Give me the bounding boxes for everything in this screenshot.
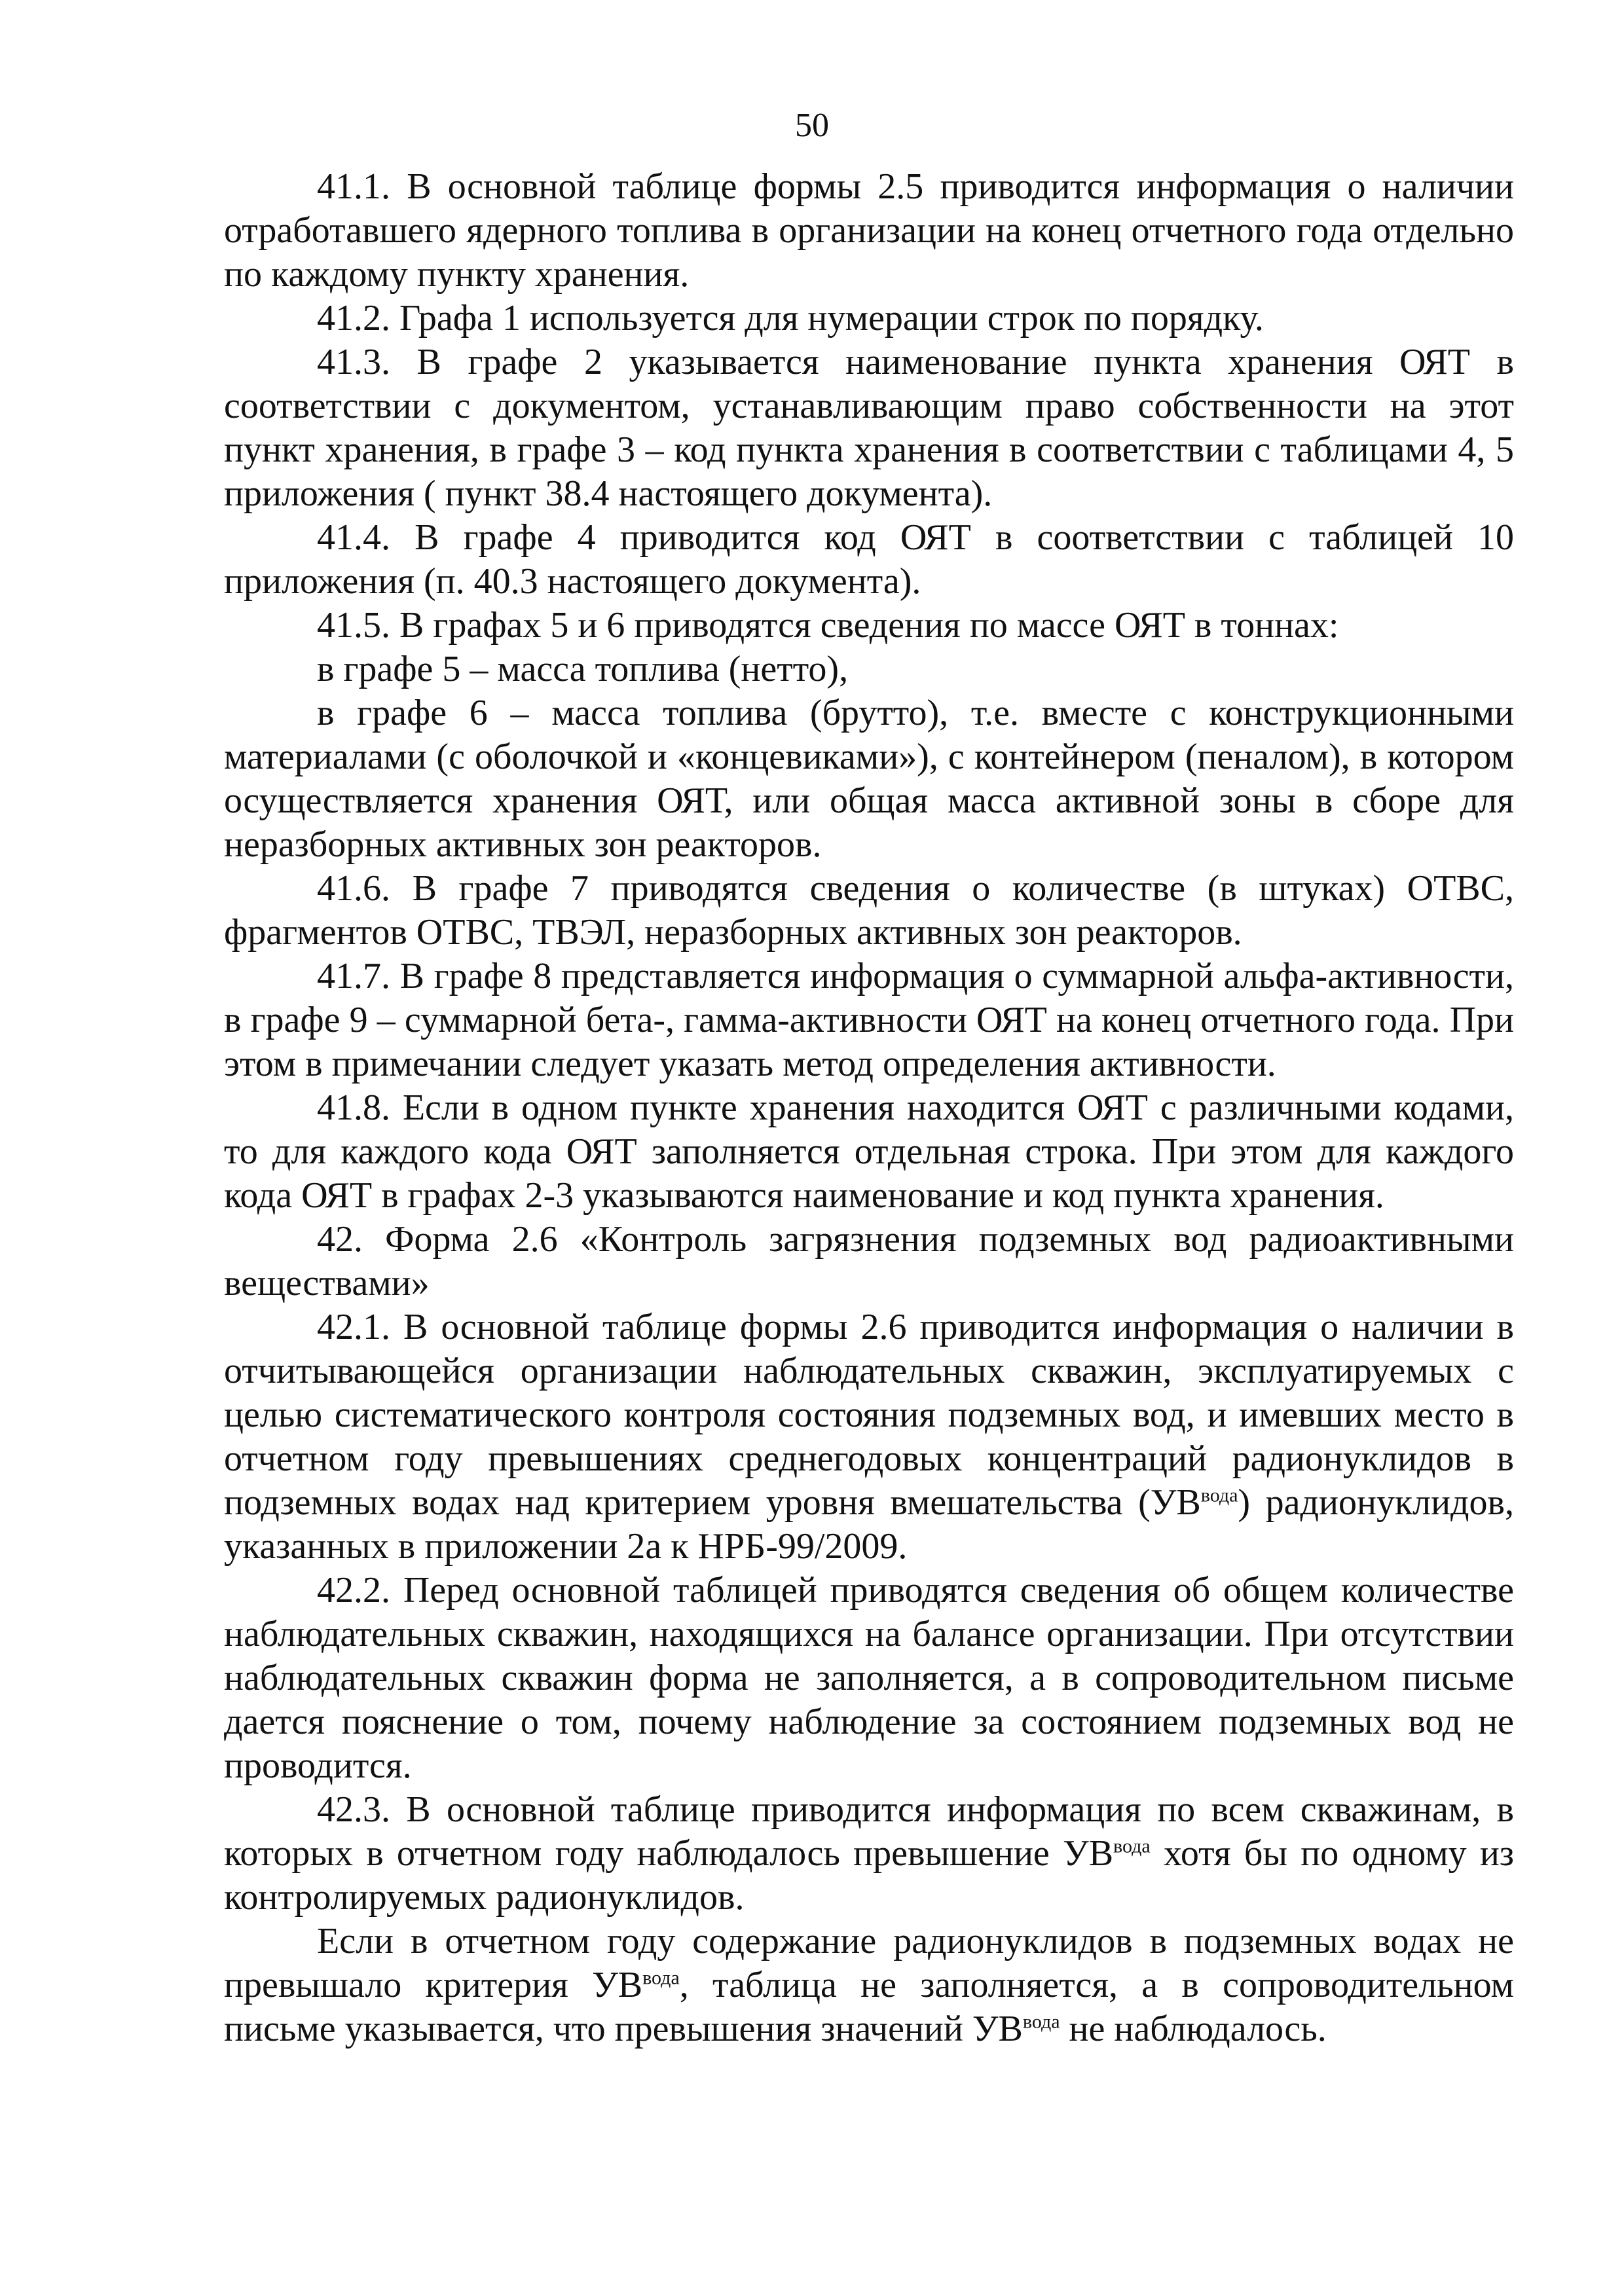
text-run: не наблюдалось. [1060, 2009, 1327, 2049]
paragraph-41-4: 41.4. В графе 4 приводится код ОЯТ в соответствии с таблицей 10 приложения (п. 40.3 настоящего документа). [224, 517, 1514, 602]
text-run: 42.3. В основной таблице приводится информация по всем скважинам, в которых в отчетном году наблюдалось превышение УВ [224, 1789, 1514, 1874]
text-run: хотя бы по одному из контролируемых радионуклидов. [224, 1833, 1514, 1918]
paragraph-42-heading: 42. Форма 2.6 «Контроль загрязнения подземных вод радиоактивными веществами» [224, 1219, 1514, 1303]
paragraph-42-3 [224, 1788, 1514, 1920]
paragraph-41-5: 41.5. В графах 5 и 6 приводятся сведения по массе ОЯТ в тоннах: [317, 605, 1339, 646]
page-number: 50 [795, 107, 829, 144]
superscript: вода [642, 1967, 680, 1989]
text-run: , таблица не заполняется, а в сопроводительном письме указывается, что превышения значений УВ [224, 1965, 1514, 2049]
paragraph-final [224, 1920, 1514, 2051]
text-run: Если в отчетном году содержание радионуклидов в подземных водах не превышало критерия УВ [224, 1921, 1514, 2005]
paragraph-42-1 [224, 1305, 1514, 1569]
superscript: вода [1200, 1484, 1238, 1506]
text-run: ) радионуклидов, указанных в приложении 2а к НРБ-99/2009. [224, 1482, 1514, 1567]
superscript: вода [1022, 2011, 1060, 2033]
paragraph-41-8: 41.8. Если в одном пункте хранения находится ОЯТ с различными кодами, то для каждого кода ОЯТ заполняется отдельная строка. При этом для каждого кода ОЯТ в графах 2-3 указываются наименование и код пункта хранения. [224, 1087, 1514, 1216]
text-run: 42.1. В основной таблице формы 2.6 приводится информация о наличии в отчитывающейся организации наблюдательных скважин, эксплуатируемых с целью систематического контроля состояния подземных вод, и имевших место в отчетном году превышениях среднегодовых концентраций радионуклидов в подземных водах над критерием уровня вмешательства (УВ [224, 1307, 1514, 1523]
paragraph-41-3: 41.3. В графе 2 указывается наименование пункта хранения ОЯТ в соответствии с документом, устанавливающим право собственности на этот пункт хранения, в графе 3 – код пункта хранения в соответствии с таблицами 4, 5 приложения ( пункт 38.4 настоящего документа). [224, 342, 1514, 514]
paragraph-41-2: 41.2. Графа 1 используется для нумерации строк по порядку. [317, 298, 1264, 338]
superscript: вода [1113, 1835, 1151, 1857]
paragraph-42-2: 42.2. Перед основной таблицей приводятся сведения об общем количестве наблюдательных скважин, находящихся на балансе организации. При отсутствии наблюдательных скважин форма не заполняется, а в сопроводительном письме дается пояснение о том, почему наблюдение за состоянием подземных вод не проводится. [224, 1570, 1514, 1786]
paragraph-41-6: 41.6. В графе 7 приводятся сведения о количестве (в штуках) ОТВС, фрагментов ОТВС, ТВЭЛ, неразборных активных зон реакторов. [224, 868, 1514, 953]
document-body [224, 165, 1514, 2051]
paragraph-41-5-brutto: в графе 6 – масса топлива (брутто), т.е. вместе с конструкционными материалами (с оболочкой и «концевиками»), с контейнером (пеналом), в котором осуществляется хранения ОЯТ, или общая масса активной зоны в сборе для неразборных активных зон реакторов. [224, 693, 1514, 865]
paragraph-41-7: 41.7. В графе 8 представляется информация о суммарной альфа-активности, в графе 9 – суммарной бета-, гамма-активности ОЯТ на конец отчетного года. При этом в примечании следует указать метод определения активности. [224, 956, 1514, 1084]
paragraph-41-5-netto: в графе 5 – масса топлива (нетто), [317, 649, 849, 689]
paragraph-41-1: 41.1. В основной таблице формы 2.5 приводится информация о наличии отработавшего ядерного топлива в организации на конец отчетного года отдельно по каждому пункту хранения. [224, 166, 1514, 295]
